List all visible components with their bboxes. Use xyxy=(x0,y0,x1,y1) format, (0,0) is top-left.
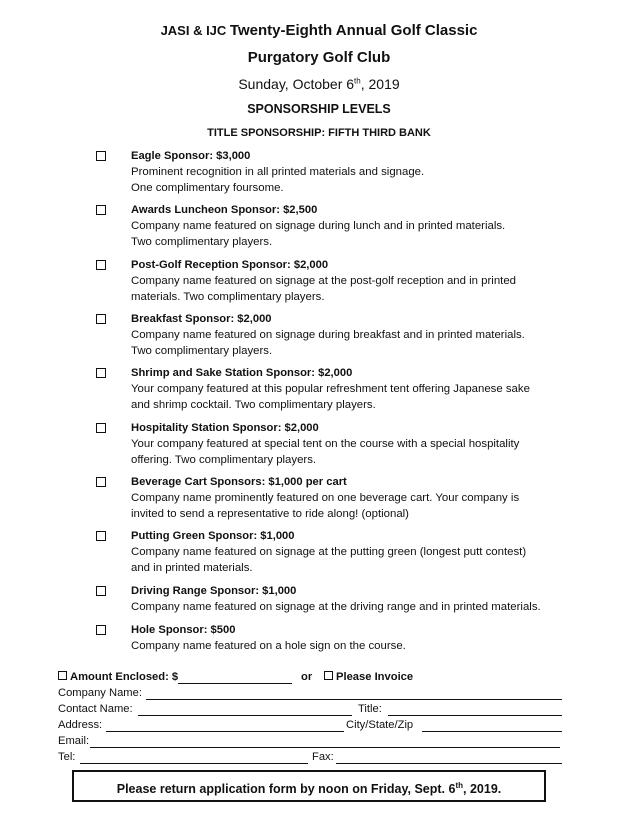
email-row xyxy=(58,735,566,749)
description-line: and shrimp cocktail. Two complimentary players. xyxy=(131,398,376,411)
invoice-label: Please Invoice xyxy=(336,671,414,683)
description-line: Company name prominently featured on one beverage cart. Your company is xyxy=(131,492,520,504)
club-name: Purgatory Golf Club xyxy=(247,49,391,66)
level-description xyxy=(131,600,571,616)
level-checkbox[interactable] xyxy=(96,205,106,215)
level-checkbox[interactable] xyxy=(96,531,106,541)
address-label: Address: xyxy=(58,719,103,731)
level-checkbox[interactable] xyxy=(96,477,106,487)
amount-checkbox[interactable] xyxy=(58,671,67,680)
notice-sup: th xyxy=(455,781,464,790)
company-field[interactable] xyxy=(146,687,562,700)
description-line: Company name featured on signage during lunch and in printed materials. xyxy=(131,220,506,232)
level-title: Putting Green Sponsor: $1,000 xyxy=(131,530,295,542)
description-line: Your company featured at special tent on the course with a special hospitality xyxy=(131,438,520,450)
amount-label: Amount Enclosed: $ xyxy=(70,671,179,683)
invoice-option xyxy=(324,671,413,683)
description-line: invited to send a representative to ride along! (optional) xyxy=(131,507,409,520)
email-field[interactable] xyxy=(90,735,560,748)
company-label: Company Name: xyxy=(58,687,142,699)
title-sponsorship: TITLE SPONSORSHIP: FIFTH THIRD BANK xyxy=(207,127,431,139)
level-description xyxy=(131,165,571,196)
description-line: Two complimentary players. xyxy=(131,344,273,357)
or-label: or xyxy=(301,671,313,683)
level-checkbox[interactable] xyxy=(96,423,106,433)
description-line: offering. Two complimentary players. xyxy=(131,453,317,466)
notice-before: Please return application form by noon on Friday, Sept. 6 xyxy=(116,782,456,797)
description-line: Company name featured on signage at the post-golf reception and in printed xyxy=(131,275,517,287)
tel-label: Tel: xyxy=(58,751,76,763)
level-description xyxy=(131,437,571,468)
level-title: Driving Range Sponsor: $1,000 xyxy=(131,585,297,597)
date-sup: th xyxy=(354,76,361,86)
fax-label: Fax: xyxy=(312,751,334,763)
email-label: Email: xyxy=(58,735,90,747)
title-field[interactable] xyxy=(388,703,562,716)
description-line: Two complimentary players. xyxy=(131,235,273,248)
contact-row xyxy=(58,703,566,717)
description-line: Company name featured on signage during breakfast and in printed materials. xyxy=(131,329,525,341)
description-line: Prominent recognition in all printed materials and signage. xyxy=(131,166,425,178)
level-title: Hole Sponsor: $500 xyxy=(131,624,236,636)
level-description xyxy=(131,491,571,522)
level-title: Shrimp and Sake Station Sponsor: $2,000 xyxy=(131,367,353,379)
event-name: Twenty-Eighth Annual Golf Classic xyxy=(229,22,478,39)
contact-field[interactable] xyxy=(138,703,352,716)
address-row xyxy=(58,719,566,733)
level-description xyxy=(131,639,571,655)
level-description xyxy=(131,382,571,413)
level-checkbox[interactable] xyxy=(96,260,106,270)
description-line: Your company featured at this popular refreshment tent offering Japanese sake xyxy=(131,383,530,395)
level-title: Awards Luncheon Sponsor: $2,500 xyxy=(131,204,318,216)
amount-field[interactable] xyxy=(178,671,292,684)
organizers: JASI & IJC xyxy=(160,23,230,38)
level-checkbox[interactable] xyxy=(96,368,106,378)
level-description xyxy=(131,545,571,576)
tel-fax-row xyxy=(58,751,566,765)
level-checkbox[interactable] xyxy=(96,625,106,635)
level-title: Beverage Cart Sponsors: $1,000 per cart xyxy=(131,476,347,488)
return-notice xyxy=(72,770,546,802)
level-title: Eagle Sponsor: $3,000 xyxy=(131,150,251,162)
level-title: Breakfast Sponsor: $2,000 xyxy=(131,313,272,325)
description-line: and in printed materials. xyxy=(131,561,253,574)
level-checkbox[interactable] xyxy=(96,314,106,324)
level-checkbox[interactable] xyxy=(96,586,106,596)
event-date xyxy=(0,76,638,92)
description-line: Company name featured on signage at the putting green (longest putt contest) xyxy=(131,546,527,558)
payment-row xyxy=(58,671,566,685)
level-checkbox[interactable] xyxy=(96,151,106,161)
event-title xyxy=(0,22,638,40)
description-line: One complimentary foursome. xyxy=(131,181,284,194)
date-after: , 2019 xyxy=(360,76,400,92)
address-field[interactable] xyxy=(106,719,344,732)
date-before: Sunday, October 6 xyxy=(238,76,355,92)
level-title: Hospitality Station Sponsor: $2,000 xyxy=(131,422,319,434)
level-description xyxy=(131,328,571,359)
fax-field[interactable] xyxy=(336,751,562,764)
description-line: Company name featured on a hole sign on the course. xyxy=(131,640,406,652)
levels-heading: SPONSORSHIP LEVELS xyxy=(247,102,391,116)
description-line: Company name featured on signage at the driving range and in printed materials. xyxy=(131,601,541,613)
level-description xyxy=(131,219,571,250)
citystatezip-field[interactable] xyxy=(422,719,562,732)
title-label: Title: xyxy=(358,703,382,715)
level-title: Post-Golf Reception Sponsor: $2,000 xyxy=(131,259,329,271)
company-row xyxy=(58,687,566,701)
contact-label: Contact Name: xyxy=(58,703,133,715)
level-description xyxy=(131,274,571,305)
citystatezip-label: City/State/Zip xyxy=(346,719,414,731)
description-line: materials. Two complimentary players. xyxy=(131,290,325,303)
notice-after: , 2019. xyxy=(463,782,502,797)
invoice-checkbox[interactable] xyxy=(324,671,333,680)
tel-field[interactable] xyxy=(80,751,308,764)
